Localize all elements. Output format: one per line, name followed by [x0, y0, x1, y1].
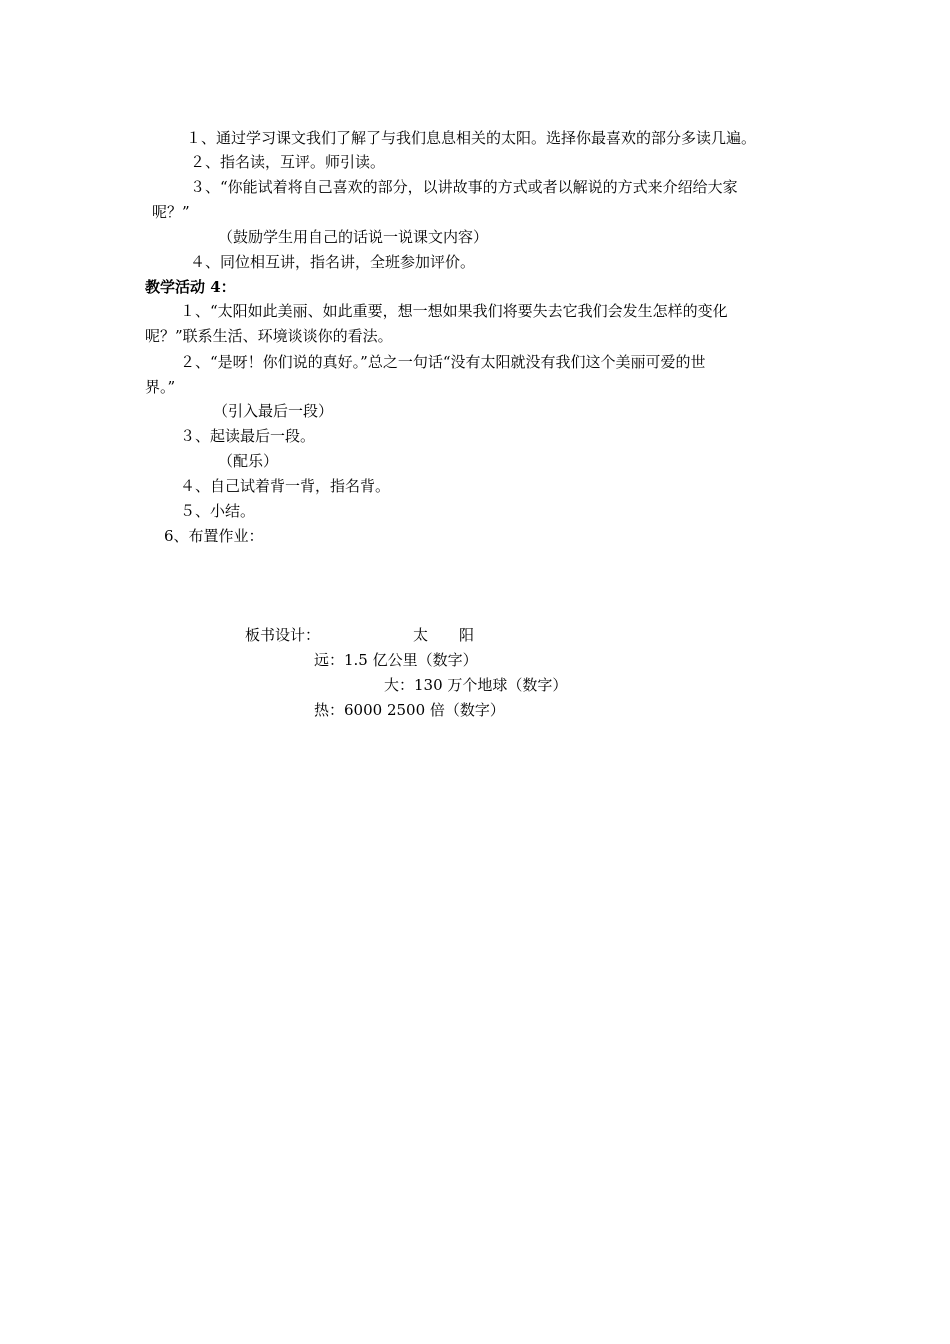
- activity-note-1: （引入最后一段）: [213, 402, 334, 420]
- step-3-continuation: 呢？”: [152, 203, 190, 221]
- step-3-text: ３、“你能试着将自己喜欢的部分，以讲故事的方式或者以解说的方式来介绍给大家: [190, 178, 738, 196]
- activity-step-6-text: 6、布置作业：: [164, 527, 264, 545]
- activity-step-2-text: ２、“是呀！你们说的真好。”总之一句话“没有太阳就没有我们这个美丽可爱的世: [180, 353, 706, 371]
- step-4-text: ４、同位相互讲，指名讲，全班参加评价。: [190, 253, 476, 271]
- step-1-text: １、通过学习课文我们了解了与我们息息相关的太阳。选择你最喜欢的部分多读几遍。: [186, 129, 757, 147]
- board-title-char-1: 太: [413, 626, 429, 644]
- teaching-note: （鼓励学生用自己的话说一说课文内容）: [218, 228, 489, 246]
- board-design-label: 板书设计：: [245, 626, 321, 644]
- activity-step-2-continuation: 界。”: [145, 378, 176, 396]
- activity-step-4-text: ４、自己试着背一背，指名背。: [180, 477, 391, 495]
- activity-step-1-continuation: 呢？”联系生活、环境谈谈你的看法。: [145, 327, 393, 345]
- board-row-size: 大：130 万个地球（数字）: [384, 676, 568, 694]
- activity-4-heading: 教学活动 4：: [145, 278, 236, 296]
- board-row-distance: 远：1.5 亿公里（数字）: [314, 651, 478, 669]
- activity-step-3-text: ３、起读最后一段。: [180, 427, 316, 445]
- board-row-heat: 热：6000 2500 倍（数字）: [314, 701, 505, 719]
- board-title-char-2: 阳: [459, 626, 475, 644]
- activity-note-2: （配乐）: [218, 452, 279, 470]
- activity-step-1-text: １、“太阳如此美丽、如此重要，想一想如果我们将要失去它我们会发生怎样的变化: [180, 302, 728, 320]
- step-2-text: ２、指名读，互评。师引读。: [190, 153, 386, 171]
- activity-step-5-text: ５、小结。: [180, 502, 256, 520]
